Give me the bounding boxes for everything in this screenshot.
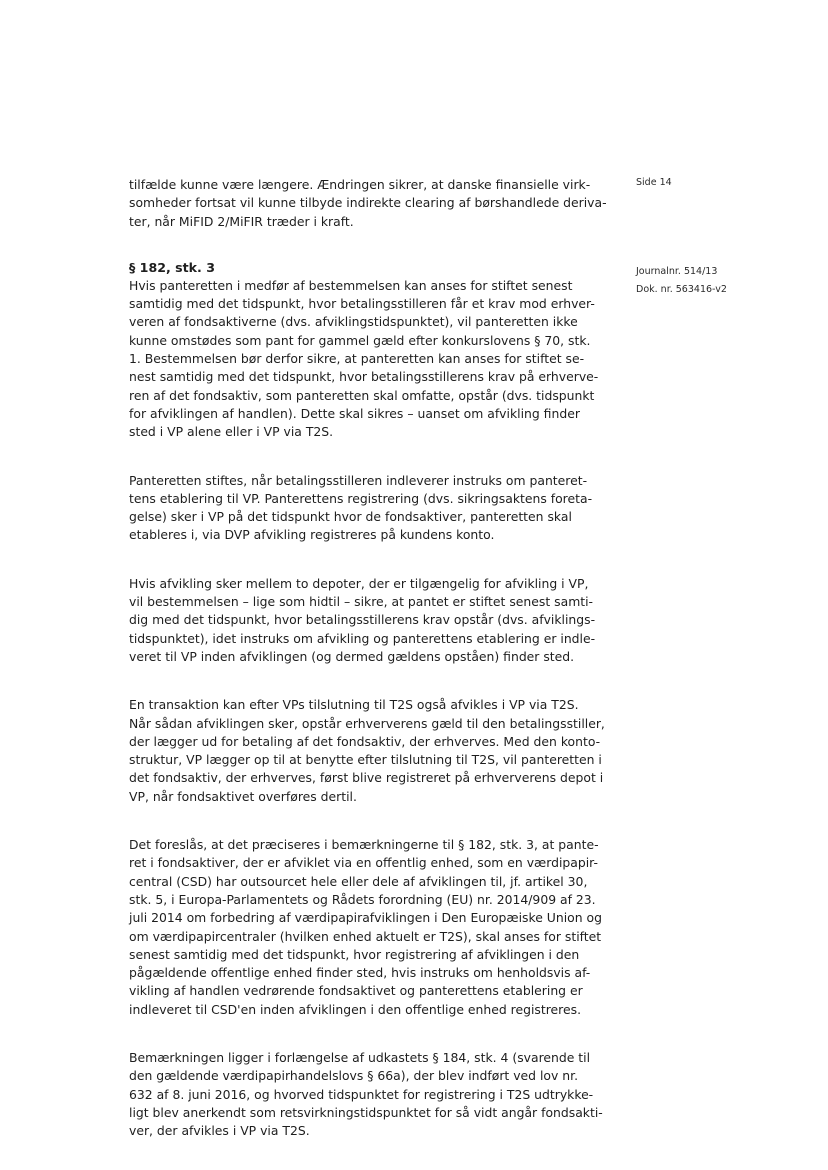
document-body bbox=[129, 176, 607, 1170]
text-line: Hvis afvikling sker mellem to depoter, der er tilgængelig for afvikling i VP, bbox=[129, 575, 589, 591]
text-line: ter, når MiFID 2/MiFIR træder i kraft. bbox=[129, 213, 354, 229]
document-reference bbox=[636, 263, 727, 298]
text-line: ren af det fondsaktiv, som panteretten skal omfatte, opstår (dvs. tidspunkt bbox=[129, 387, 595, 403]
text-line: central (CSD) har outsourcet hele eller dele af afviklingen til, jf. artikel 30, bbox=[129, 873, 588, 889]
text-line: vikling af handlen vedrørende fondsaktivet og panterettens etablering er bbox=[129, 983, 583, 999]
text-line: VP, når fondsaktivet overføres dertil. bbox=[129, 788, 357, 804]
text-line: tilfælde kunne være længere. Ændringen sikrer, at danske finansielle virk- bbox=[129, 177, 591, 192]
text-line: En transaktion kan efter VPs tilslutning til T2S også afvikles i VP via T2S. bbox=[129, 697, 579, 713]
text-line: sted i VP alene eller i VP via T2S. bbox=[129, 424, 334, 440]
text-line: somheder fortsat vil kunne tilbyde indirekte clearing af børshandlede deriva- bbox=[129, 195, 607, 211]
text-line: kunne omstødes som pant for gammel gæld efter konkurslovens § 70, stk. bbox=[129, 332, 591, 348]
text-line: Bemærkningen ligger i forlængelse af udkastets § 184, stk. 4 (svarende til bbox=[129, 1049, 591, 1065]
paragraph-2 bbox=[129, 472, 597, 545]
journal-number: Journalnr. 514/13 bbox=[636, 266, 718, 277]
paragraph-4 bbox=[129, 696, 605, 806]
text-line: veret til VP inden afviklingen (og dermed gældens opståen) finder sted. bbox=[129, 648, 575, 664]
text-line: der lægger ud for betaling af det fondsaktiv, der erhverves. Med den konto- bbox=[129, 733, 601, 749]
text-line: Panteretten stiftes, når betalingsstilleren indleverer instruks om panteret- bbox=[129, 472, 588, 488]
text-line: ver, der afvikles i VP via T2S. bbox=[129, 1123, 310, 1139]
text-line: ligt blev anerkendt som retsvirkningstidspunktet for så vidt angår fondsakti- bbox=[129, 1104, 603, 1120]
text-line: det fondsaktiv, der erhverves, først blive registreret på erhververens depot i bbox=[129, 770, 604, 786]
text-line: senest samtidig med det tidspunkt, hvor registrering af afviklingen i den bbox=[129, 946, 580, 962]
text-line: stk. 5, i Europa-Parlamentets og Rådets forordning (EU) nr. 2014/909 af 23. bbox=[129, 891, 596, 907]
text-line: veren af fondsaktiverne (dvs. afviklingstidspunktet), vil panteretten ikke bbox=[129, 314, 578, 330]
text-line: samtidig med det tidspunkt, hvor betalingsstilleren får et krav mod erhver- bbox=[129, 296, 595, 312]
text-line: dig med det tidspunkt, hvor betalingsstillerens krav opstår (dvs. afviklings- bbox=[129, 612, 596, 628]
text-line: om værdipapircentraler (hvilken enhed aktuelt er T2S), skal anses for stiftet bbox=[129, 928, 602, 944]
paragraph-6 bbox=[129, 1049, 603, 1140]
text-line: etableres i, via DVP afvikling registreres på kundens konto. bbox=[129, 527, 495, 543]
section-heading: § 182, stk. 3 bbox=[129, 259, 215, 275]
text-line: den gældende værdipapirhandelslovs § 66a), der blev indført ved lov nr. bbox=[129, 1068, 579, 1084]
text-line: indleveret til CSD'en inden afviklingen i den offentlige enhed registreres. bbox=[129, 1001, 582, 1017]
text-line: struktur, VP lægger op til at benytte efter tilslutning til T2S, vil panteretten i bbox=[129, 752, 602, 768]
text-line: 632 af 8. juni 2016, og hvorved tidspunktet for registrering i T2S udtrykke- bbox=[129, 1086, 594, 1102]
paragraph-3 bbox=[129, 575, 597, 666]
intro-paragraph bbox=[129, 176, 607, 231]
text-line: 1. Bestemmelsen bør derfor sikre, at panteretten kan anses for stiftet se- bbox=[129, 351, 585, 367]
text-line: juli 2014 om forbedring af værdipapirafviklingen i Den Europæiske Union og bbox=[129, 910, 602, 926]
text-line: Det foreslås, at det præciseres i bemærkningerne til § 182, stk. 3, at pante- bbox=[129, 837, 599, 853]
text-line: gelse) sker i VP på det tidspunkt hvor de fondsaktiver, panteretten skal bbox=[129, 509, 572, 525]
text-line: tens etablering til VP. Panterettens registrering (dvs. sikringsaktens foreta- bbox=[129, 490, 593, 506]
text-line: pågældende offentlige enhed finder sted, hvis instruks om henholdsvis af- bbox=[129, 965, 591, 981]
text-line: Når sådan afviklingen sker, opstår erhververens gæld til den betalingsstiller, bbox=[129, 715, 605, 731]
text-line: for afviklingen af handlen). Dette skal sikres – uanset om afvikling finder bbox=[129, 405, 580, 421]
text-line: Hvis panteretten i medfør af bestemmelsen kan anses for stiftet senest bbox=[129, 277, 573, 293]
text-line: vil bestemmelsen – lige som hidtil – sikre, at pantet er stiftet senest samti- bbox=[129, 594, 594, 610]
paragraph-5 bbox=[129, 836, 602, 1019]
document-number: Dok. nr. 563416-v2 bbox=[636, 283, 727, 295]
page-number-label: Side 14 bbox=[636, 177, 672, 188]
text-line: ret i fondsaktiver, der er afviklet via en offentlig enhed, som en værdipapir- bbox=[129, 855, 598, 871]
paragraph-1 bbox=[129, 277, 597, 442]
text-line: tidspunktet), idet instruks om afvikling og panterettens etablering er indle- bbox=[129, 630, 596, 646]
text-line: nest samtidig med det tidspunkt, hvor betalingsstillerens krav på erhverve- bbox=[129, 369, 599, 385]
